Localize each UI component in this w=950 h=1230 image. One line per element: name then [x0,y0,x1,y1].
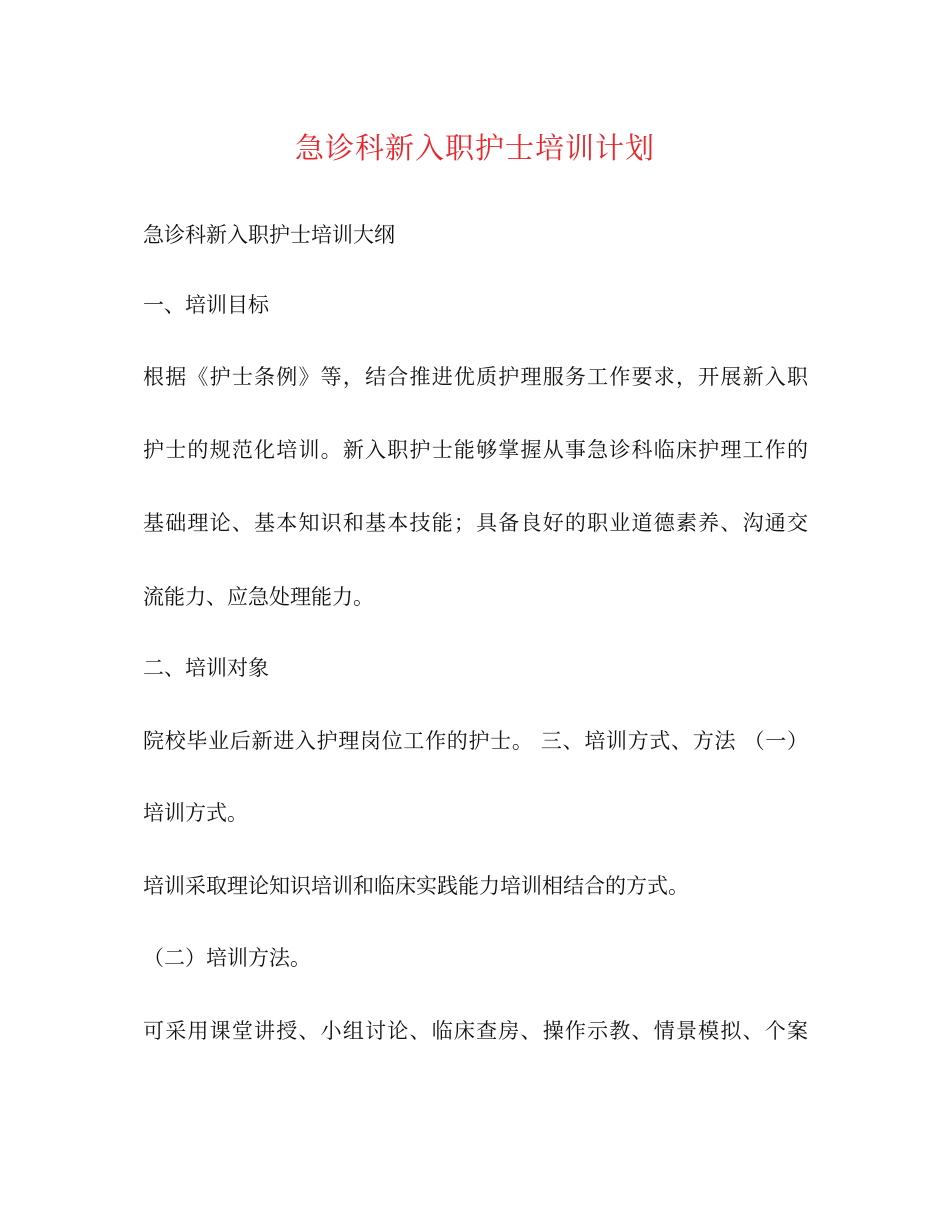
section-heading-goals: 一、培训目标 [143,293,269,317]
section-heading-target: 二、培训对象 [143,656,269,680]
paragraph-line: 基础理论、基本知识和基本技能；具备良好的职业道德素养、沟通交 [143,511,808,535]
paragraph-line: 培训方式。 [143,801,248,825]
paragraph-line: 护士的规范化培训。新入职护士能够掌握从事急诊科临床护理工作的 [143,438,808,462]
document-title: 急诊科新入职护士培训计划 [294,131,655,165]
paragraph-line: 根据《护士条例》等，结合推进优质护理服务工作要求，开展新入职 [143,365,808,389]
paragraph-line: 院校毕业后新进入护理岗位工作的护士。 三、培训方式、方法 （一） [143,729,808,753]
paragraph-line: 流能力、应急处理能力。 [143,585,374,609]
outline-heading: 急诊科新入职护士培训大纲 [143,223,395,247]
paragraph-line: 可采用课堂讲授、小组讨论、临床查房、操作示教、情景模拟、个案 [143,1019,808,1043]
paragraph-line: 培训采取理论知识培训和临床实践能力培训相结合的方式。 [143,874,689,898]
subsection-heading-methods: （二）培训方法。 [143,946,311,970]
